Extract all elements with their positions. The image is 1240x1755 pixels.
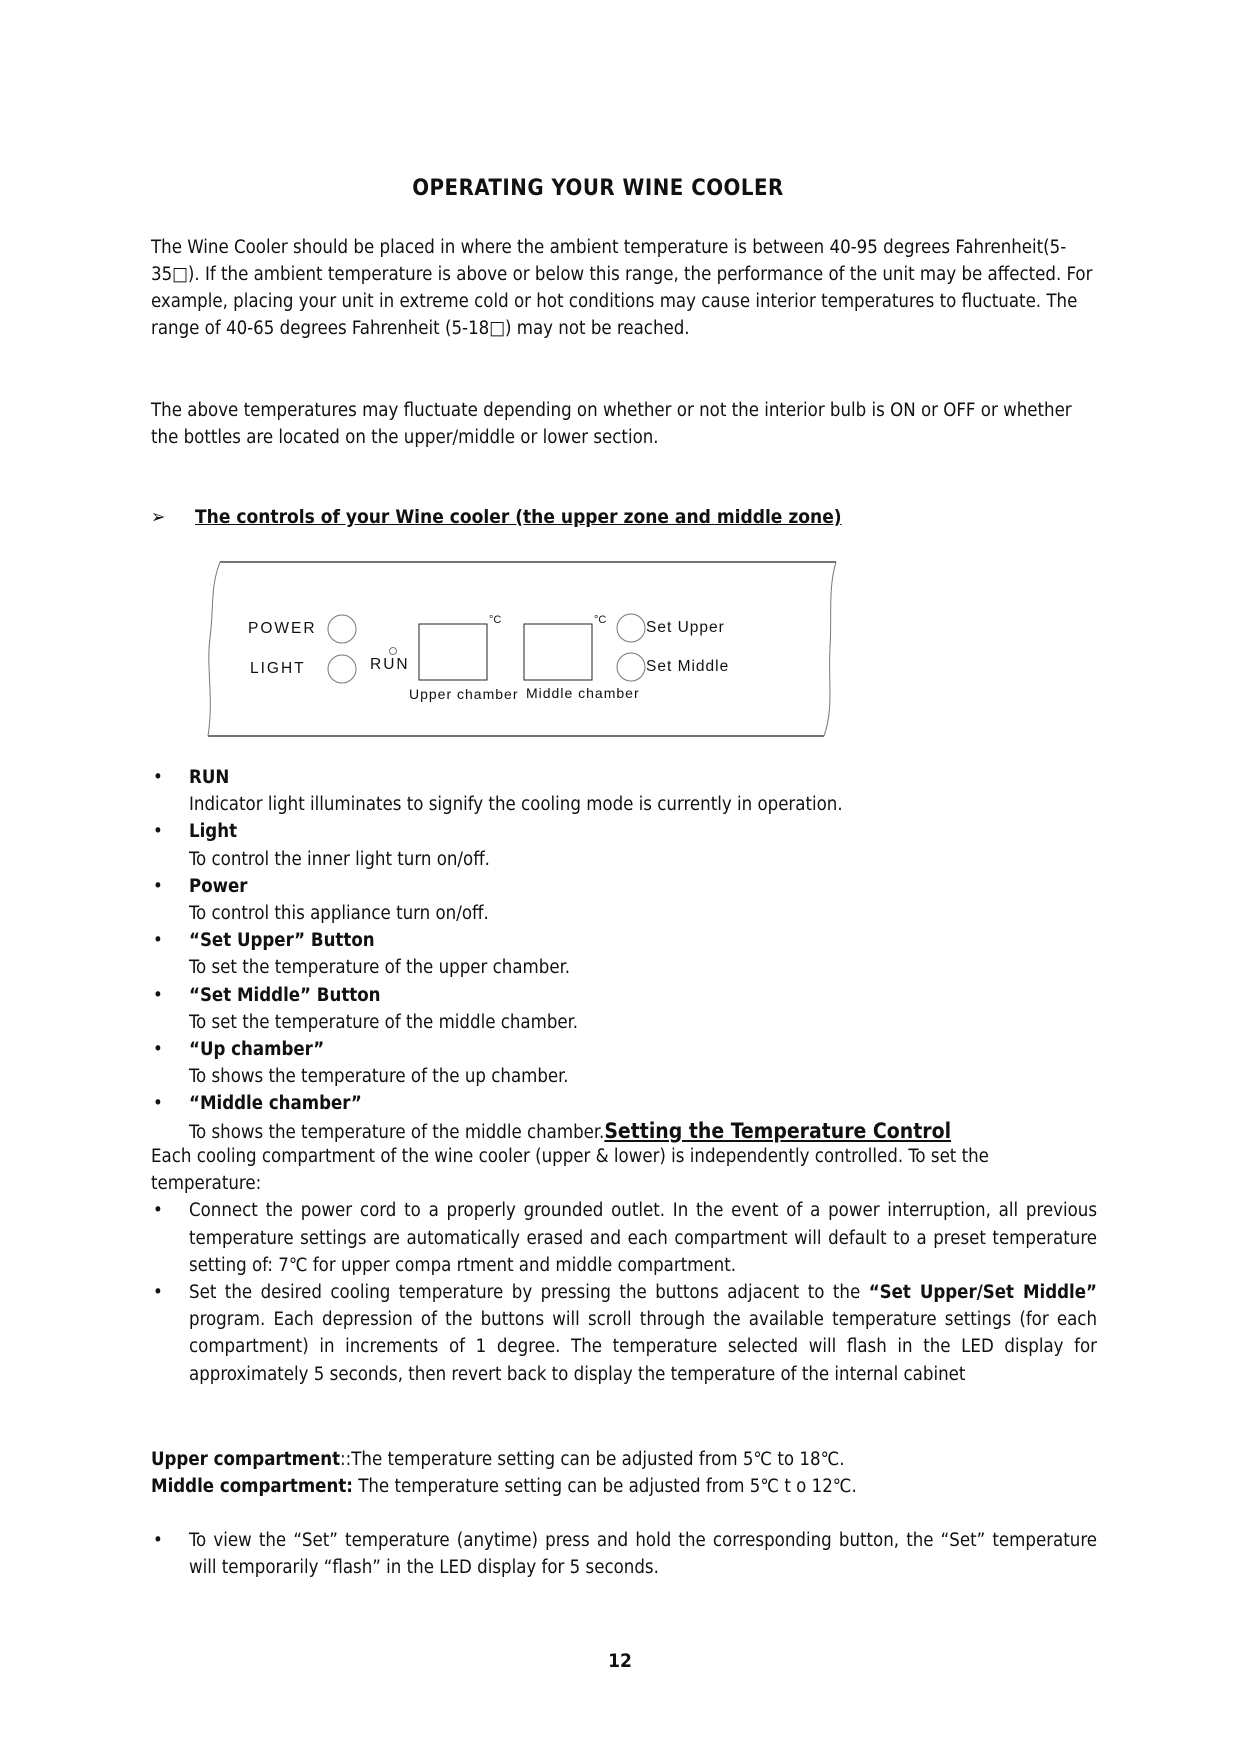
temperature-section-heading: Setting the Temperature Control: [604, 1118, 952, 1143]
list-item: [151, 818, 1097, 872]
celsius-icon-middle: °C: [594, 614, 607, 626]
middle-compartment-range: The temperature setting can be adjusted from 5℃ t o 12℃.: [352, 1476, 857, 1498]
upper-compartment-label: Upper compartment: [151, 1449, 341, 1470]
feature-desc: To shows the temperature of the middle chamber.: [189, 1121, 605, 1143]
power-label: POWER: [248, 620, 317, 637]
list-item: [151, 1197, 1097, 1279]
feature-desc: To control the inner light turn on/off.: [189, 848, 490, 870]
list-item: [151, 1090, 1097, 1145]
page-number: 12: [608, 1650, 632, 1672]
intro-paragraph-fluctuation: The above temperatures may fluctuate depending on whether or not the interior bulb is ON or OFF or whether the bottles are located on the upper/middle or lower section.: [151, 400, 1072, 448]
intro-paragraph-ambient: The Wine Cooler should be placed in where the ambient temperature is between 40-95 degrees Fahrenheit(5-35□). If the ambient temperature is above or below this range, the performance of the unit may be affected. For example, placing your unit in extreme cold or hot conditions may cause interior temperatures to fluctuate. The range of 40-65 degrees Fahrenheit (5-18□) may not be reached.: [151, 237, 1093, 339]
feature-desc: To shows the temperature of the up chamber.: [189, 1066, 569, 1088]
feature-name: • Power: [189, 875, 248, 897]
upper-chamber-display: [419, 624, 487, 680]
step-set-text-pre: Set the desired cooling temperature by pressing the buttons adjacent to the: [189, 1282, 869, 1304]
list-item: [151, 1279, 1097, 1388]
list-item: [151, 927, 1097, 981]
list-item: [151, 1527, 1097, 1581]
temperature-section-body: [151, 1143, 1097, 1388]
view-tip-text: To view the “Set” temperature (anytime) press and hold the corresponding button, the “Set” temperature will temporarily “flash” in the LED display for 5 seconds.: [189, 1530, 1097, 1579]
set-middle-label: Set Middle: [646, 658, 730, 675]
feature-desc: To set the temperature of the upper chamber.: [189, 957, 570, 979]
list-item: [151, 982, 1097, 1036]
light-label: LIGHT: [250, 660, 306, 677]
middle-range-line: [151, 1473, 1097, 1500]
feature-desc: To set the temperature of the middle chamber.: [189, 1011, 579, 1033]
middle-compartment-label: Middle compartment:: [151, 1476, 353, 1498]
controls-feature-list: [151, 764, 1097, 1146]
panel-outline: [200, 558, 840, 738]
middle-chamber-label: Middle chamber: [526, 685, 640, 701]
arrow-bullet-icon: ➢: [151, 506, 166, 528]
feature-name: • “Set Upper” Button: [189, 930, 375, 952]
set-upper-button[interactable]: [617, 614, 645, 642]
feature-name: • “Set Middle” Button: [189, 984, 381, 1006]
upper-compartment-range: ::The temperature setting can be adjusted from 5℃ to 18℃.: [340, 1449, 845, 1470]
feature-name: • “Middle chamber”: [189, 1093, 362, 1115]
list-item: [151, 873, 1097, 927]
step-set-text-post: program. Each depression of the buttons will scroll through the available temperature settings (for each compartment) in increments of 1 degree. The temperature selected will flash in the LED display for approximately 5 seconds, then revert back to display the temperature of the internal cabinet: [189, 1309, 1097, 1385]
compartment-ranges: [151, 1446, 1097, 1500]
view-set-temperature-tip: [151, 1527, 1097, 1581]
feature-desc: Indicator light illuminates to signify the cooling mode is currently in operation.: [189, 794, 843, 816]
middle-chamber-display: [524, 624, 592, 680]
set-upper-label: Set Upper: [646, 619, 725, 636]
control-panel-diagram: [200, 558, 840, 738]
step-power-cord: Connect the power cord to a properly grounded outlet. In the event of a power interruption, all previous temperature settings are automatically erased and each compartment will default to a preset temperature setting of: 7℃ for upper compa rtment and middle compartment.: [189, 1200, 1097, 1276]
upper-range-line: [151, 1446, 1097, 1473]
set-middle-button[interactable]: [617, 653, 645, 681]
power-button[interactable]: [328, 615, 356, 643]
upper-chamber-label: Upper chamber: [409, 686, 519, 702]
step-set-buttons-name: “Set Upper/Set Middle”: [868, 1282, 1097, 1304]
temperature-intro: Each cooling compartment of the wine cooler (upper & lower) is independently controlled. To set the temperature:: [151, 1146, 989, 1195]
feature-name: • Light: [189, 821, 238, 843]
controls-section-heading: [151, 506, 842, 528]
list-item: [151, 764, 1097, 818]
page-title: OPERATING YOUR WINE COOLER: [412, 176, 784, 201]
list-item: [151, 1036, 1097, 1090]
controls-heading-text: The controls of your Wine cooler (the upper zone and middle zone): [195, 506, 842, 528]
light-button[interactable]: [328, 655, 356, 683]
feature-name: • RUN: [189, 767, 230, 788]
run-indicator-light-icon: [389, 647, 397, 655]
feature-name: • “Up chamber”: [189, 1039, 325, 1061]
feature-desc: To control this appliance turn on/off.: [189, 903, 489, 925]
run-label: RUN: [370, 656, 410, 673]
temperature-steps-list: [151, 1197, 1097, 1387]
celsius-icon-upper: °C: [489, 614, 502, 626]
